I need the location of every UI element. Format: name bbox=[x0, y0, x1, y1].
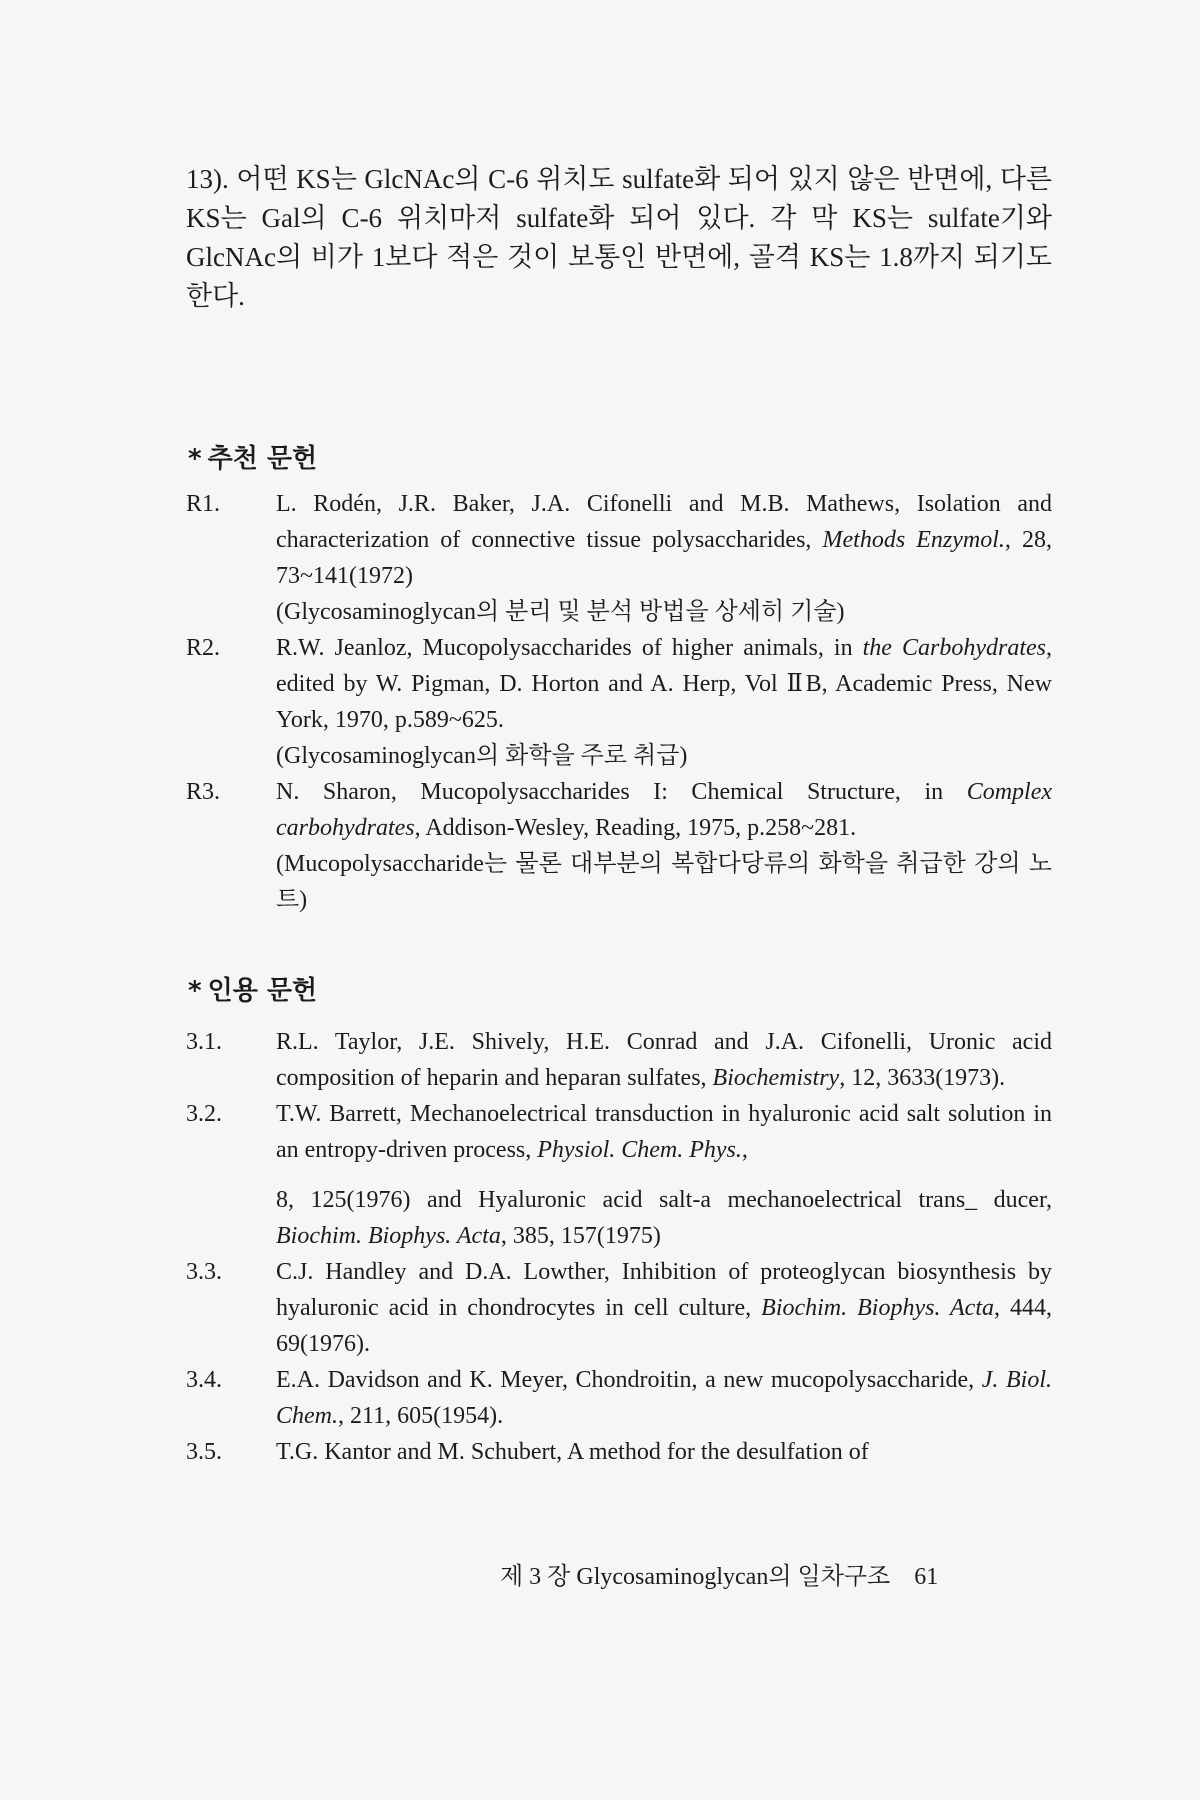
reference-text: R.W. Jeanloz, Mucopolysaccharides of higher animals, in bbox=[276, 635, 863, 661]
reference-item bbox=[186, 486, 1052, 630]
reference-number: R2. bbox=[186, 635, 221, 661]
reference-journal: Biochim. Biophys. Acta bbox=[276, 1223, 501, 1249]
reference-text: T.W. Barrett, Mechanoelectrical transduction in hyaluronic acid salt solution in an entropy-driven process, bbox=[276, 1101, 1052, 1163]
reference-journal: Physiol. Chem. Phys. bbox=[537, 1137, 742, 1163]
reference-journal: the Carbohydrates bbox=[862, 635, 1046, 661]
cited-list bbox=[186, 1024, 1052, 1470]
reference-item bbox=[186, 1362, 1052, 1434]
reference-text: C.J. Handley and D.A. Lowther, Inhibition of proteoglycan biosynthesis by hyaluronic acid in chondrocytes in cell culture, bbox=[276, 1259, 1052, 1321]
reference-details: , 28, 73~141(1972) bbox=[276, 527, 1052, 589]
heading-star: * bbox=[188, 444, 202, 474]
reference-item bbox=[186, 1434, 1052, 1470]
reference-note: (Glycosaminoglycan의 분리 및 분석 방법을 상세히 기술) bbox=[276, 599, 845, 625]
reference-details: , 211, 605(1954). bbox=[338, 1403, 504, 1429]
reference-details: , Addison-Wesley, Reading, 1975, p.258~281. bbox=[414, 815, 857, 841]
reference-text: 8, 125(1976) and Hyaluronic acid salt-a mechanoelectrical trans_ ducer, bbox=[276, 1187, 1052, 1213]
page-footer bbox=[500, 1556, 938, 1591]
reference-number: 3.2. bbox=[186, 1101, 222, 1127]
reference-number: 3.1. bbox=[186, 1029, 222, 1055]
recommended-heading bbox=[188, 438, 317, 475]
reference-text: E.A. Davidson and K. Meyer, Chondroitin, a new mucopolysaccharide, bbox=[276, 1367, 982, 1393]
reference-text: N. Sharon, Mucopolysaccharides I: Chemical Structure, in bbox=[276, 779, 967, 805]
reference-details: , 385, 157(1975) bbox=[500, 1223, 661, 1249]
reference-details: , 444, 69(1976). bbox=[276, 1295, 1052, 1357]
reference-note: (Glycosaminoglycan의 화학을 주로 취급) bbox=[276, 743, 688, 769]
reference-item bbox=[186, 1254, 1052, 1362]
cited-heading bbox=[188, 970, 317, 1007]
reference-journal: Methods Enzymol. bbox=[822, 527, 1005, 553]
reference-item bbox=[186, 1096, 1052, 1254]
reference-number: R3. bbox=[186, 779, 221, 805]
reference-text: R.L. Taylor, J.E. Shively, H.E. Conrad and J.A. Cifonelli, Uronic acid composition of heparin and heparan sulfates, bbox=[276, 1029, 1052, 1091]
running-title: 제 3 장 Glycosaminoglycan의 일차구조 bbox=[500, 1564, 891, 1590]
recommended-list bbox=[186, 486, 1052, 918]
reference-journal: Complex carbohydrates bbox=[276, 779, 1052, 841]
heading-label: 인용 문헌 bbox=[207, 976, 318, 1006]
page-number: 61 bbox=[914, 1564, 939, 1590]
heading-star: * bbox=[188, 976, 202, 1006]
reference-continuation bbox=[276, 1182, 1052, 1254]
reference-details: , 12, 3633(1973). bbox=[839, 1065, 1006, 1091]
reference-journal: Biochemistry bbox=[712, 1065, 840, 1091]
reference-text: L. Rodén, J.R. Baker, J.A. Cifonelli and M.B. Mathews, Isolation and characterization of connective tissue polysaccharides, bbox=[276, 491, 1052, 553]
reference-number: 3.4. bbox=[186, 1367, 222, 1393]
reference-number: R1. bbox=[186, 491, 221, 517]
heading-label: 추천 문헌 bbox=[207, 444, 318, 474]
reference-note: (Mucopolysaccharide는 물론 대부분의 복합다당류의 화학을 취급한 강의 노트) bbox=[276, 851, 1052, 913]
reference-details: , bbox=[741, 1137, 748, 1163]
reference-item bbox=[186, 1024, 1052, 1096]
reference-journal: Biochim. Biophys. Acta bbox=[761, 1295, 994, 1321]
reference-item bbox=[186, 630, 1052, 774]
reference-number: 3.5. bbox=[186, 1439, 222, 1465]
reference-journal: J. Biol. Chem. bbox=[276, 1367, 1052, 1429]
reference-text: T.G. Kantor and M. Schubert, A method for the desulfation of bbox=[276, 1439, 869, 1465]
reference-details: , edited by W. Pigman, D. Horton and A. Herp, Vol ⅡB, Academic Press, New York, 1970, p.589~625. bbox=[276, 635, 1052, 733]
reference-number: 3.3. bbox=[186, 1259, 222, 1285]
body-paragraph: 13). 어떤 KS는 GlcNAc의 C-6 위치도 sulfate화 되어 있지 않은 반면에, 다른 KS는 Gal의 C-6 위치마저 sulfate화 되어 있다. 각 막 KS는 sulfate기와 GlcNAc의 비가 1보다 적은 것이 보통인 반면에, 골격 KS는 1.8까지 되기도 한다. bbox=[186, 164, 1052, 311]
reference-item bbox=[186, 774, 1052, 918]
